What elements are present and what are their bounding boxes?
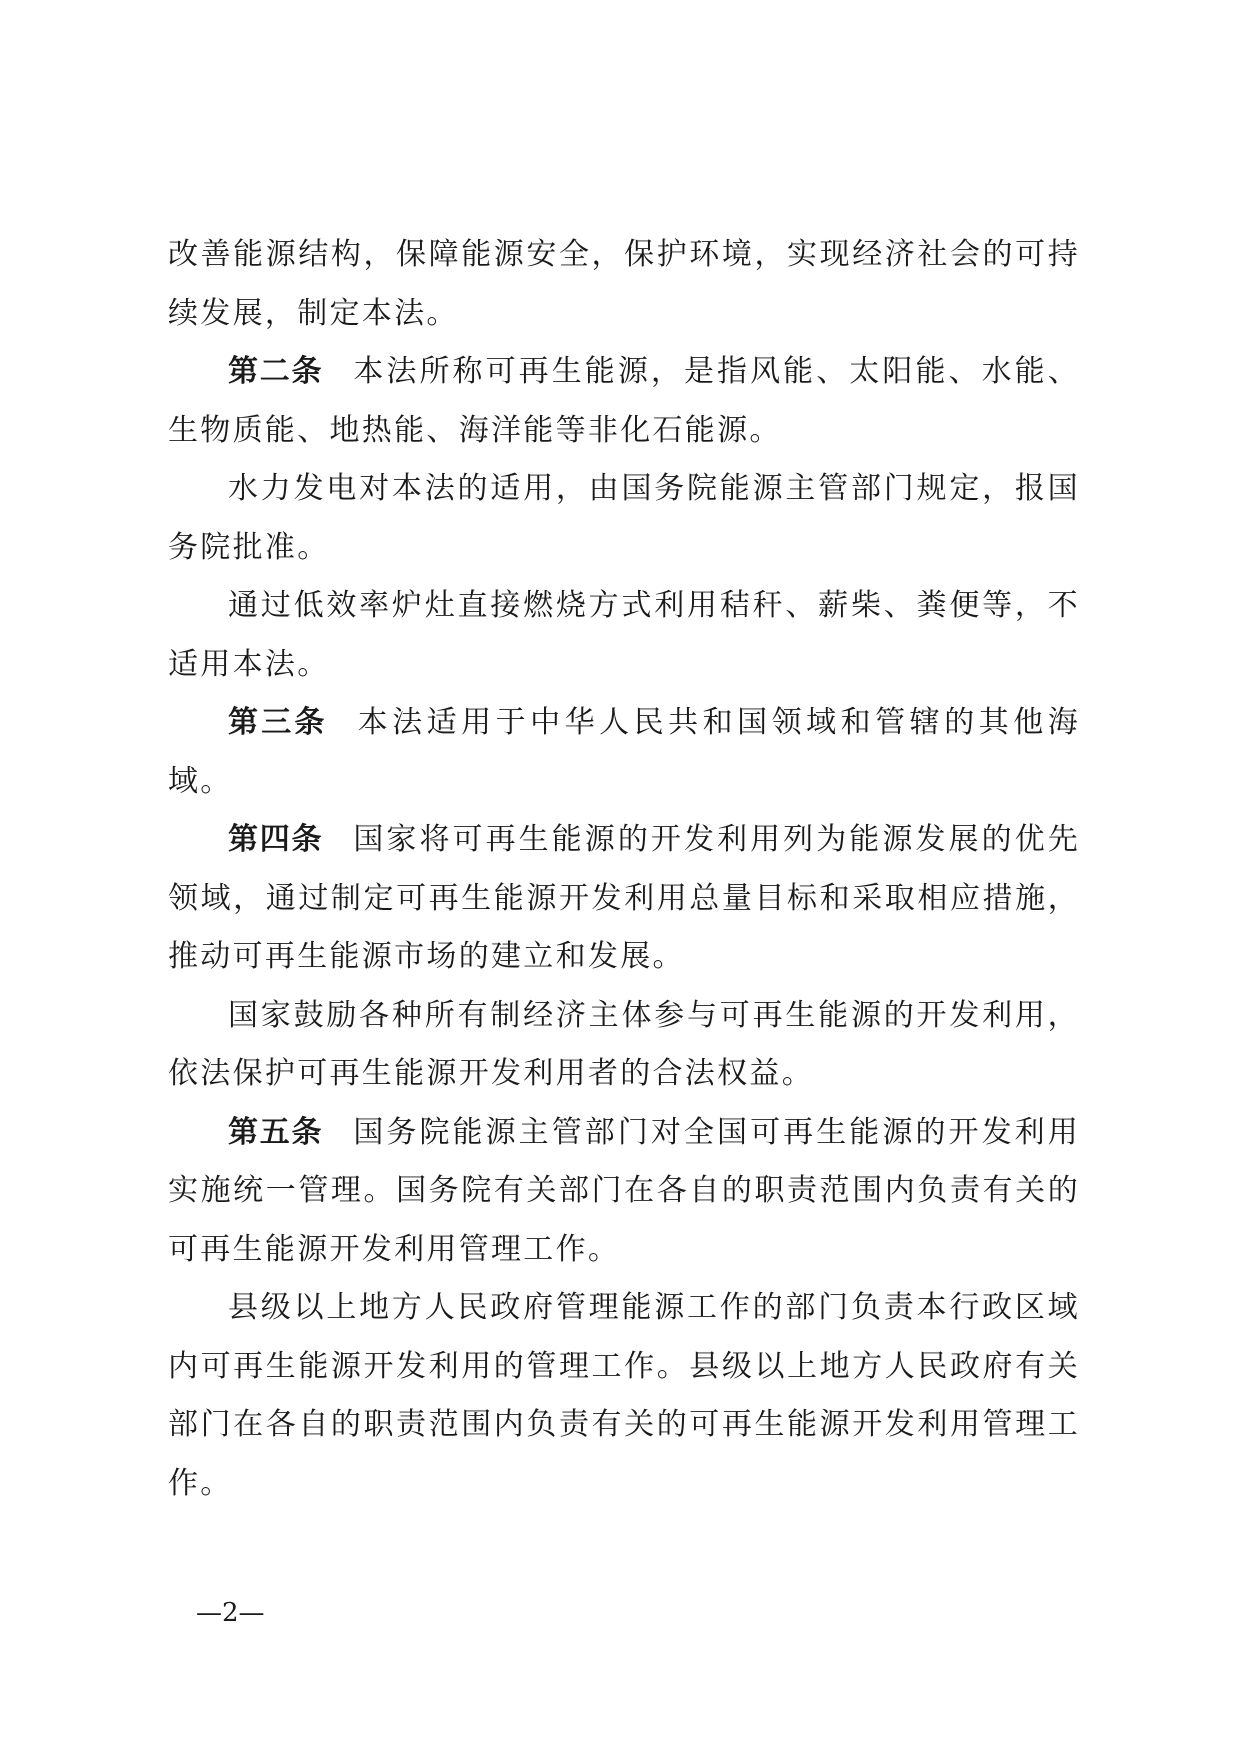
paragraph-text: 国务院能源主管部门对全国可再生能源的开发利用实施统一管理。国务院有关部门在各自的职责范围内负责有关的可再生能源开发利用管理工作。 — [168, 1114, 1081, 1267]
paragraph — [168, 226, 1080, 343]
body-text — [168, 226, 1080, 1513]
paragraph — [168, 460, 1080, 577]
paragraph-text: 国家将可再生能源的开发利用列为能源发展的优先领域，通过制定可再生能源开发利用总量目标和采取相应措施，推动可再生能源市场的建立和发展。 — [168, 822, 1081, 974]
paragraph-text: 本法所称可再生能源，是指风能、太阳能、水能、生物质能、地热能、海洋能等非化石能源。 — [168, 354, 1081, 448]
paragraph-text: 本法适用于中华人民共和国领域和管辖的其他海域。 — [168, 705, 1081, 799]
article-paragraph — [168, 1104, 1080, 1280]
article-label: 第二条 — [228, 354, 324, 389]
paragraph — [168, 1279, 1080, 1513]
paragraph-text: 国家鼓励各种所有制经济主体参与可再生能源的开发利用，依法保护可再生能源开发利用者的合法权益。 — [168, 997, 1080, 1091]
article-paragraph — [168, 343, 1080, 460]
article-label: 第五条 — [228, 1114, 324, 1150]
paragraph-text: 通过低效率炉灶直接燃烧方式利用秸秆、薪柴、粪便等，不适用本法。 — [168, 588, 1080, 682]
paragraph-text: 水力发电对本法的适用，由国务院能源主管部门规定，报国务院批准。 — [168, 471, 1080, 565]
article-label: 第三条 — [228, 705, 328, 740]
article-label: 第四条 — [228, 822, 324, 857]
article-paragraph — [168, 694, 1080, 811]
paragraph-text: 县级以上地方人民政府管理能源工作的部门负责本行政区域内可再生能源开发利用的管理工作。县级以上地方人民政府有关部门在各自的职责范围内负责有关的可再生能源开发利用管理工作。 — [168, 1290, 1080, 1501]
paragraph — [168, 577, 1080, 694]
page-number: —2— — [196, 1598, 265, 1628]
paragraph-text: 改善能源结构，保障能源安全，保护环境，实现经济社会的可持续发展，制定本法。 — [168, 237, 1080, 331]
paragraph — [168, 987, 1080, 1104]
article-paragraph — [168, 811, 1080, 987]
